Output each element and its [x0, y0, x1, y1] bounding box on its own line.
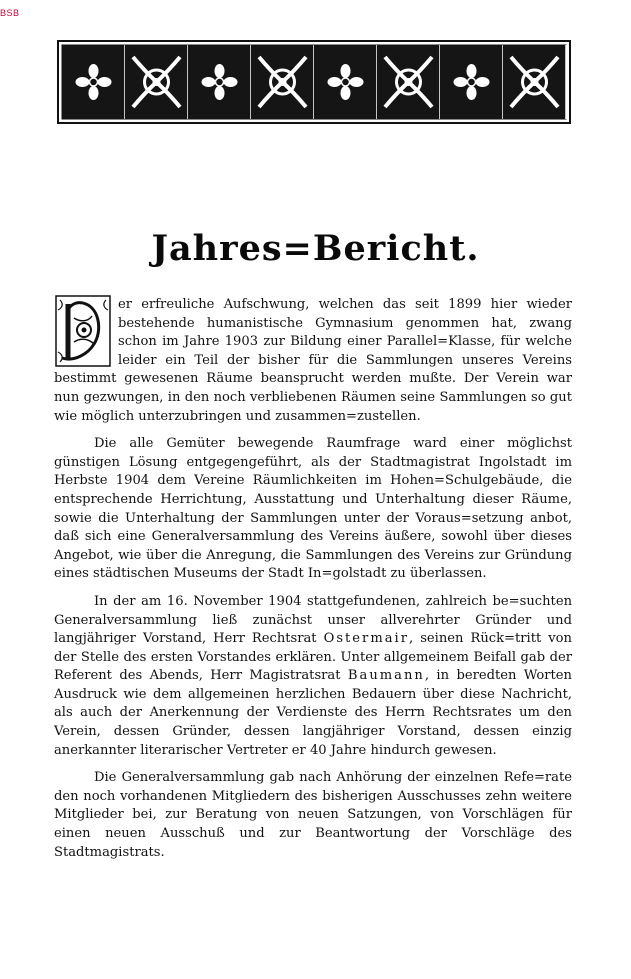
paragraph-2-text: Die alle Gemüter bewegende Raumfrage ward einer möglichst günstigen Lösung entgegengeführt, als der Stadtmagistrat Ingolstadt im Herbste 1904 dem Vereine Räumlichkeiten im Hohen=Schulgebäude, die entsprechende Herrichtung, Ausstattung und Unterhaltung dieser Räume, sowie die Unterhaltung der Sammlungen unter der Voraus=setzung anbot, daß sich eine Generalversammlung des Vereins äußere, sowohl über dieses Angebot, wie über die Anregung, die Sammlungen des Vereins zur Gründung eines städtischen Museums der Stadt In=golstadt zu überlassen.	[54, 436, 572, 582]
ornamental-dropcap	[54, 294, 112, 368]
name-ostermair: Ostermair	[323, 631, 409, 647]
paragraph-1-text: er erfreuliche Aufschwung, welchen das seit 1899 hier wieder bestehende humanistische Gymnasium genommen hat, zwang schon im Jahre 1903 zur Bildung einer Parallel=Klasse, für welche leider ein Teil der bisher für die Sammlungen unseres Vereins bestimmt gewesenen Räume beansprucht werden mußte. Der Verein war nun gezwungen, in den noch verbliebenen Räumen seine Sammlungen so gut wie möglich unterzubringen und zusammen=zustellen.	[54, 297, 572, 424]
ornament-tile	[125, 45, 188, 119]
library-watermark: BSB	[0, 8, 20, 18]
paragraph-3-part3: , in beredten Worten Ausdruck wie dem allgemeinen herzlichen Bedauern über diese Nachricht, als auch der Anerkennung der Verdienste des Herrn Rechtsrates um den Verein, dessen Gründer, dessen langjähriger Vorstand, dessen einzig anerkannter literarischer Vertreter er 40 Jahre hindurch gewesen.	[54, 668, 572, 758]
ornament-tile	[503, 45, 566, 119]
paragraph-3-part1: In der am 16. November 1904 stattgefundenen, zahlreich be=suchten Generalversammlung ließ zunächst unser allverehrter Gründer und langjähriger Vorstand, Herr Rechtsrat	[54, 593, 572, 647]
paragraph-4	[54, 769, 572, 862]
report-body	[54, 296, 572, 862]
ornament-tile	[440, 45, 503, 119]
paragraph-4-text: Die Generalversammlung gab nach Anhörung der einzelnen Refe=rate den noch vorhandenen Mitgliedern des bisherigen Ausschusses zehn weitere Mitglieder bei, zur Beratung von neuen Satzungen, von Vorschlägen für einen neuen Ausschuß und zur Beantwortung der Vorschläge des Stadtmagistrats.	[54, 770, 572, 860]
ornament-tile	[188, 45, 251, 119]
page-title: Jahres=Bericht.	[151, 228, 480, 269]
paragraph-3-part2: , seinen Rück=tritt von der Stelle des ersten Vorstandes erklären. Unter allgemeinem Beifall gab der Referent des Abends, Herr Magistratsrat	[54, 631, 572, 684]
paragraph-1	[54, 296, 572, 426]
paragraph-2	[54, 435, 572, 584]
paragraph-3	[54, 593, 572, 760]
ornament-tile	[314, 45, 377, 119]
ornament-tile	[62, 45, 125, 119]
ornamental-header-band	[57, 40, 571, 124]
dropcap-letter: D	[82, 340, 84, 341]
ornament-tile	[377, 45, 440, 119]
ornament-tile	[251, 45, 314, 119]
name-baumann: Baumann	[347, 668, 425, 684]
